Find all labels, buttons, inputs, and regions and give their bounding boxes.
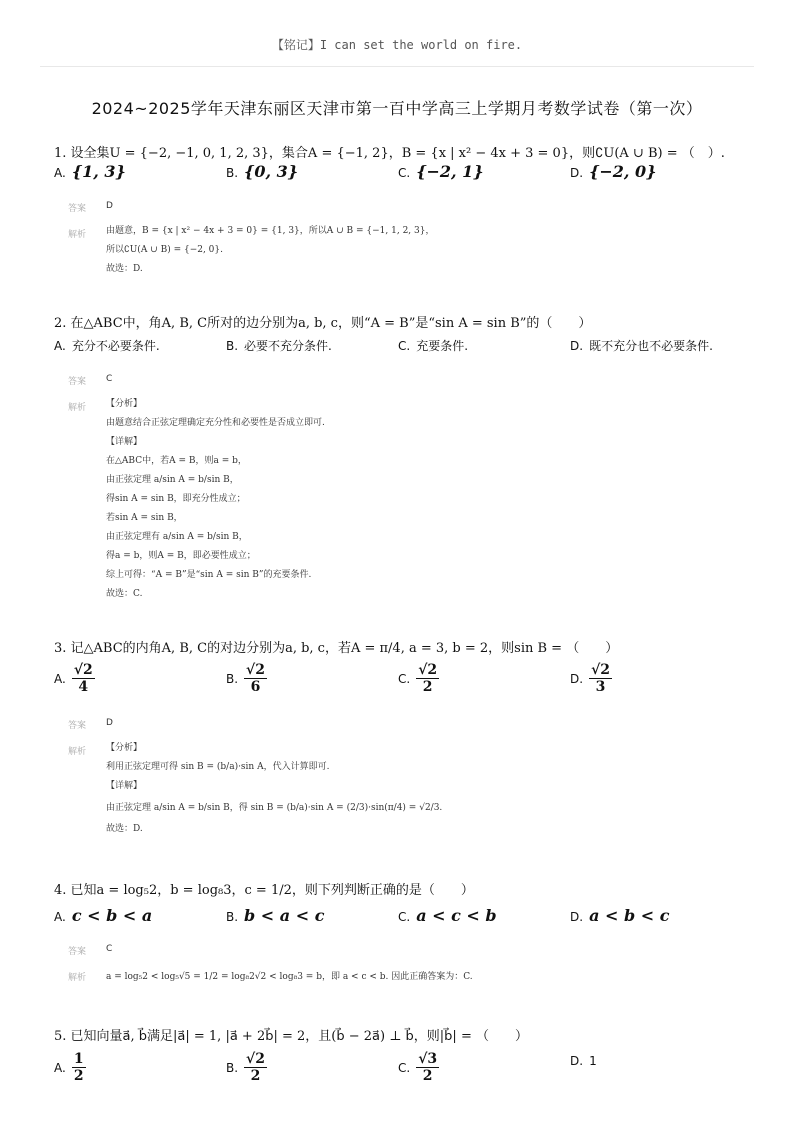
question-4 bbox=[54, 881, 754, 901]
option-c bbox=[398, 906, 497, 925]
analysis-line: 得sin A = sin B，即充分性成立； bbox=[106, 494, 246, 504]
denominator: 2 bbox=[422, 1068, 433, 1084]
analysis-line: 故选：D. bbox=[106, 824, 143, 834]
option-value: a < c < b bbox=[416, 906, 497, 925]
option-value: 充要条件. bbox=[416, 339, 469, 353]
analysis-line: 由正弦定理有 a/sin A = b/sin B， bbox=[106, 532, 248, 542]
analysis-line: 故选：C. bbox=[106, 589, 143, 599]
option-label: D. bbox=[570, 1054, 584, 1068]
option-b bbox=[226, 662, 267, 695]
answer-value: D bbox=[106, 201, 113, 211]
fraction bbox=[72, 662, 95, 695]
header-motto: 【铭记】I can set the world on fire. bbox=[271, 38, 523, 52]
option-a bbox=[54, 1051, 86, 1084]
analysis-line: 【详解】 bbox=[106, 437, 143, 447]
analysis-text bbox=[106, 395, 325, 604]
answer-block-4 bbox=[68, 944, 754, 994]
option-label: C. bbox=[398, 671, 411, 686]
analysis-text bbox=[106, 222, 434, 279]
analysis-line: 得a = b，则A = B，即必要性成立； bbox=[106, 551, 256, 561]
analysis-line: 【分析】 bbox=[106, 743, 143, 753]
answer-block-3 bbox=[68, 718, 754, 848]
analysis-line: 由正弦定理 a/sin A = b/sin B， bbox=[106, 475, 239, 485]
numerator: √3 bbox=[418, 1051, 438, 1067]
option-a bbox=[54, 162, 126, 181]
question-2 bbox=[54, 314, 754, 334]
option-label: D. bbox=[570, 671, 584, 686]
denominator: 2 bbox=[250, 1068, 261, 1084]
option-label: D. bbox=[570, 339, 584, 353]
option-c bbox=[398, 162, 484, 181]
answer-tag: 答案 bbox=[68, 377, 87, 387]
answer-value: D bbox=[106, 718, 113, 728]
answer-tag: 答案 bbox=[68, 204, 87, 214]
question-1 bbox=[54, 144, 754, 164]
question-stem: 4. 已知a = log₅2，b = log₈3，c = 1/2，则下列判断正确的是（ ） bbox=[54, 883, 474, 898]
analysis-line: 故选：D. bbox=[106, 264, 143, 274]
option-label: A. bbox=[54, 1060, 66, 1075]
option-value: 1 bbox=[589, 1054, 597, 1068]
numerator: √2 bbox=[246, 1051, 265, 1067]
option-a bbox=[54, 906, 152, 925]
numerator: 1 bbox=[73, 1051, 84, 1067]
option-d bbox=[570, 662, 612, 695]
option-label: A. bbox=[54, 671, 66, 686]
analysis-line: 综上可得：“A = B”是“sin A = sin B”的充要条件. bbox=[106, 570, 312, 580]
option-c bbox=[398, 337, 468, 354]
answer-tag: 答案 bbox=[68, 947, 87, 957]
question-stem: 2. 在△ABC中，角A, B, C所对的边分别为a, b, c，则“A = B”是“sin A = sin B”的（ ） bbox=[54, 316, 592, 331]
answer-tag: 答案 bbox=[68, 721, 87, 731]
option-d bbox=[570, 1053, 597, 1069]
fraction bbox=[416, 662, 439, 695]
analysis-tag: 解析 bbox=[68, 973, 87, 983]
exam-title: 2024~2025学年天津东丽区天津市第一百中学高三上学期月考数学试卷（第一次） bbox=[91, 99, 703, 118]
option-value: c < b < a bbox=[71, 906, 153, 925]
fraction bbox=[244, 662, 267, 695]
numerator: √2 bbox=[591, 662, 611, 678]
option-label: D. bbox=[570, 910, 584, 924]
fraction bbox=[72, 1051, 86, 1084]
option-label: C. bbox=[398, 339, 411, 353]
option-value: 既不充分也不必要条件. bbox=[589, 339, 713, 353]
denominator: 3 bbox=[595, 679, 606, 695]
option-label: C. bbox=[398, 910, 411, 924]
option-value: {−2, 1} bbox=[416, 162, 484, 181]
answer-value: C bbox=[106, 374, 113, 384]
denominator: 6 bbox=[250, 679, 261, 695]
question-5 bbox=[54, 1027, 754, 1047]
fraction bbox=[416, 1051, 439, 1084]
option-value: {0, 3} bbox=[244, 162, 299, 181]
analysis-tag: 解析 bbox=[68, 230, 87, 240]
analysis-line: 在△ABC中，若A = B，则a = b， bbox=[106, 456, 247, 466]
option-a bbox=[54, 337, 160, 354]
answer-value: C bbox=[106, 944, 113, 954]
denominator: 2 bbox=[73, 1068, 84, 1084]
page-header bbox=[40, 36, 754, 67]
option-b bbox=[226, 337, 332, 354]
option-label: A. bbox=[54, 910, 66, 924]
option-label: C. bbox=[398, 1060, 411, 1075]
answer-block-2 bbox=[68, 374, 754, 606]
analysis-line: 由题意结合正弦定理确定充分性和必要性是否成立即可. bbox=[106, 418, 325, 428]
numerator: √2 bbox=[73, 662, 93, 678]
numerator: √2 bbox=[418, 662, 438, 678]
answer-block-1 bbox=[68, 201, 754, 281]
option-label: B. bbox=[226, 910, 239, 924]
option-value: a < b < c bbox=[589, 906, 670, 925]
denominator: 2 bbox=[422, 679, 433, 695]
option-d bbox=[570, 162, 656, 181]
option-label: B. bbox=[226, 671, 239, 686]
analysis-text bbox=[106, 739, 442, 839]
option-b bbox=[226, 162, 298, 181]
option-label: B. bbox=[226, 1060, 239, 1075]
option-d bbox=[570, 906, 669, 925]
analysis-tag: 解析 bbox=[68, 403, 87, 413]
analysis-line: 【分析】 bbox=[106, 399, 143, 409]
option-label: D. bbox=[570, 166, 584, 180]
denominator: 4 bbox=[78, 679, 89, 695]
option-value: {1, 3} bbox=[71, 162, 126, 181]
question-3 bbox=[54, 639, 754, 659]
numerator: √2 bbox=[246, 662, 265, 678]
option-value: b < a < c bbox=[244, 906, 325, 925]
option-value: 充分不必要条件. bbox=[71, 339, 160, 353]
option-c bbox=[398, 1051, 439, 1084]
option-a bbox=[54, 662, 95, 695]
analysis-line: 由正弦定理 a/sin A = b/sin B，得 sin B = (b/a)·sin A = (2/3)·sin(π/4) = √2/3. bbox=[106, 803, 443, 813]
analysis-line: 所以∁U(A ∪ B) = {−2, 0}. bbox=[106, 245, 224, 255]
analysis-tag: 解析 bbox=[68, 747, 87, 757]
question-stem: 3. 记△ABC的内角A, B, C的对边分别为a, b, c，若A = π/4, a = 3, b = 2，则sin B = （ ） bbox=[54, 641, 619, 656]
option-value: 必要不充分条件. bbox=[244, 339, 332, 353]
question-stem: 5. 已知向量a⃗, b⃗满足|a⃗| = 1, |a⃗ + 2b⃗| = 2，且(b⃗ − 2a⃗) ⊥ b⃗，则|b⃗| = （ ） bbox=[54, 1029, 528, 1044]
fraction bbox=[589, 662, 612, 695]
option-label: B. bbox=[226, 166, 239, 180]
analysis-line: 【详解】 bbox=[106, 781, 143, 791]
option-b bbox=[226, 906, 324, 925]
option-c bbox=[398, 662, 439, 695]
option-label: C. bbox=[398, 166, 411, 180]
analysis-line: a = log₅2 < log₅√5 = 1/2 = log₈2√2 < log₈3 = b，即 a < c < b. 因此正确答案为：C. bbox=[106, 972, 473, 982]
option-label: A. bbox=[54, 339, 66, 353]
option-b bbox=[226, 1051, 267, 1084]
analysis-text bbox=[106, 968, 473, 987]
option-value: {−2, 0} bbox=[589, 162, 657, 181]
analysis-line: 若sin A = sin B， bbox=[106, 513, 183, 523]
option-label: B. bbox=[226, 339, 239, 353]
analysis-line: 利用正弦定理可得 sin B = (b/a)·sin A，代入计算即可. bbox=[106, 762, 330, 772]
fraction bbox=[244, 1051, 267, 1084]
question-stem: 1. 设全集U = {−2, −1, 0, 1, 2, 3}，集合A = {−1, 2}，B = {x | x² − 4x + 3 = 0}，则∁U(A ∪ B) = （ ）. bbox=[54, 146, 725, 161]
option-label: A. bbox=[54, 166, 66, 180]
option-d bbox=[570, 337, 713, 354]
analysis-line: 由题意，B = {x | x² − 4x + 3 = 0} = {1, 3}，所以A ∪ B = {−1, 1, 2, 3}， bbox=[106, 226, 435, 236]
